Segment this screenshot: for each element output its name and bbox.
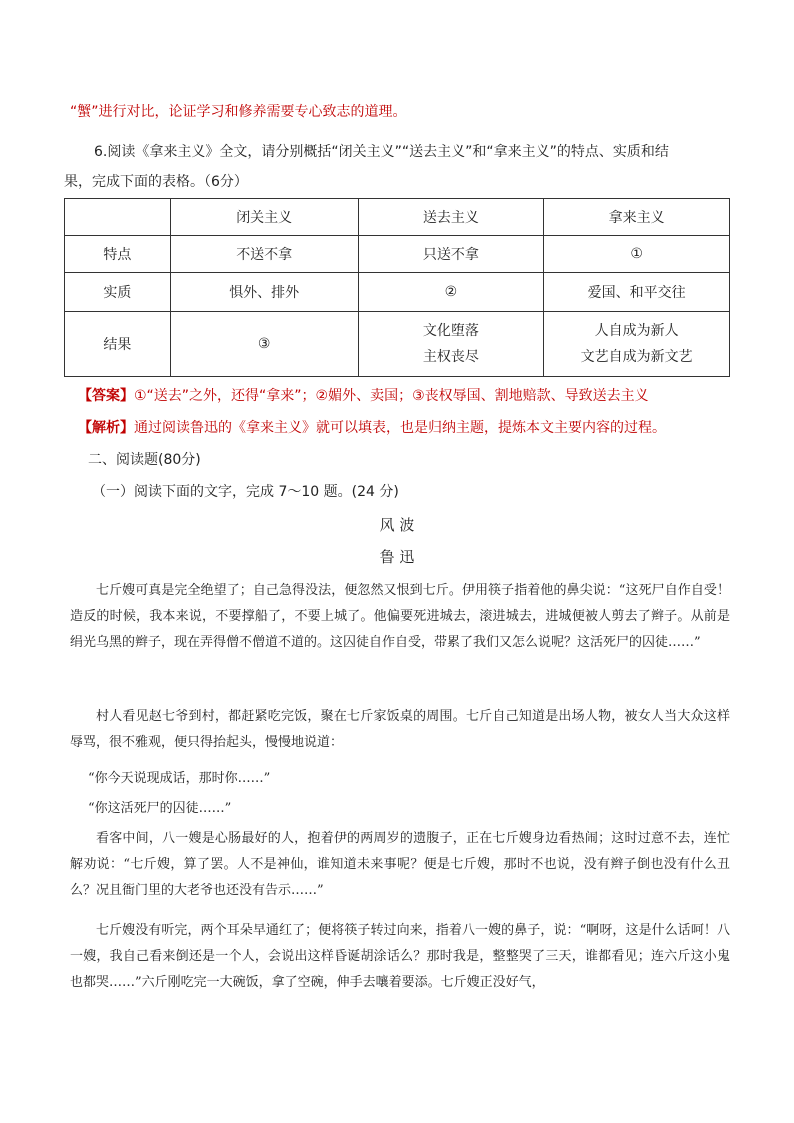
- story-paragraph: 七斤嫂可真是完全绝望了；自己急得没法，便忽然又恨到七斤。伊用筷子指着他的鼻尖说：“这死尸自作自受！造反的时候，我本来说，不要撑船了，不要上城了。他偏要死进城去，滚进城去，进城便被人剪去了辫子。从前是绢光乌黑的辫子，现在弄得僧不僧道不道的。这囚徒自作自受，带累了我们又怎么说呢？这活死尸的囚徒……”: [70, 583, 730, 650]
- table-cell: 惧外、排外: [170, 273, 358, 312]
- table-cell: 爱国、和平交往: [544, 273, 730, 312]
- row-label: 特点: [65, 236, 171, 273]
- section-heading: 二、阅读题(80分): [88, 452, 201, 468]
- story-paragraph: “你今天说现成话，那时你……”: [88, 771, 271, 786]
- table-cell: ②: [358, 273, 544, 312]
- table-cell: [358, 312, 544, 377]
- question6-line1: 6.阅读《拿来主义》全文，请分别概括“闭关主义”“送去主义”和“拿来主义”的特点、实质和结: [94, 144, 669, 160]
- story-author: 鲁 迅: [379, 548, 415, 566]
- answer-label: 【答案】: [78, 388, 134, 404]
- row-label: 实质: [65, 273, 171, 312]
- story-paragraph: “你这活死尸的囚徒……”: [88, 801, 232, 816]
- cell-line: 文化堕落: [422, 323, 479, 339]
- subsection-heading: （一）阅读下面的文字，完成 7～10 题。(24 分): [92, 484, 399, 500]
- cell-line: 主权丧尽: [422, 349, 479, 365]
- table-header-cell: 送去主义: [358, 199, 544, 236]
- story-paragraph: 七斤嫂没有听完，两个耳朵早通红了；便将筷子转过向来，指着八一嫂的鼻子，说：“啊呀，这是什么话呵！八一嫂，我自己看来倒还是一个人，会说出这样昏诞胡涂话么？那时我是，整整哭了三天，谁都看见；连六斤这小鬼也都哭……”六斤刚吃完一大碗饭，拿了空碗，伸手去嚷着要添。七斤嫂正没好气，: [70, 923, 730, 990]
- table-cell: 只送不拿: [358, 236, 544, 273]
- comparison-table: [64, 198, 730, 377]
- intro-line: “蟹”进行对比，论证学习和修养需要专心致志的道理。: [70, 104, 407, 120]
- story-paragraph: 村人看见赵七爷到村，都赶紧吃完饭，聚在七斤家饭桌的周围。七斤自己知道是出场人物，被女人当大众这样辱骂，很不雅观，便只得抬起头，慢慢地说道：: [70, 709, 730, 750]
- table-cell: ③: [170, 312, 358, 377]
- table-row: [65, 273, 730, 312]
- table-header-cell: [65, 199, 171, 236]
- cell-line: 文艺自成为新文艺: [580, 349, 693, 365]
- table-header-cell: 拿来主义: [544, 199, 730, 236]
- table-header-cell: 闭关主义: [170, 199, 358, 236]
- question6-line2: 果，完成下面的表格。（6分）: [64, 174, 248, 190]
- story-title: 风 波: [379, 516, 415, 534]
- table-cell: ①: [544, 236, 730, 273]
- story-paragraph: 看客中间，八一嫂是心肠最好的人，抱着伊的两周岁的遗腹子，正在七斤嫂身边看热闹；这时过意不去，连忙解劝说：“七斤嫂，算了罢。人不是神仙，谁知道未来事呢？便是七斤嫂，那时不也说，没有辫子倒也没有什么丑么？况且衙门里的大老爷也还没有告示……”: [70, 831, 730, 898]
- table-cell: [544, 312, 730, 377]
- row-label: 结果: [65, 312, 171, 377]
- analysis-label: 【解析】: [78, 420, 134, 436]
- cell-line: 人自成为新人: [594, 323, 679, 339]
- table-row: [65, 236, 730, 273]
- analysis-line: [78, 418, 666, 438]
- answer-text: ①“送去”之外，还得“拿来”；②媚外、卖国；③丧权辱国、割地赔款、导致送去主义: [134, 388, 649, 404]
- table-header-row: [65, 199, 730, 236]
- table-row: [65, 312, 730, 377]
- analysis-text: 通过阅读鲁迅的《拿来主义》就可以填表，也是归纳主题，提炼本文主要内容的过程。: [134, 420, 666, 436]
- answer-line: [78, 386, 649, 406]
- table-cell: 不送不拿: [170, 236, 358, 273]
